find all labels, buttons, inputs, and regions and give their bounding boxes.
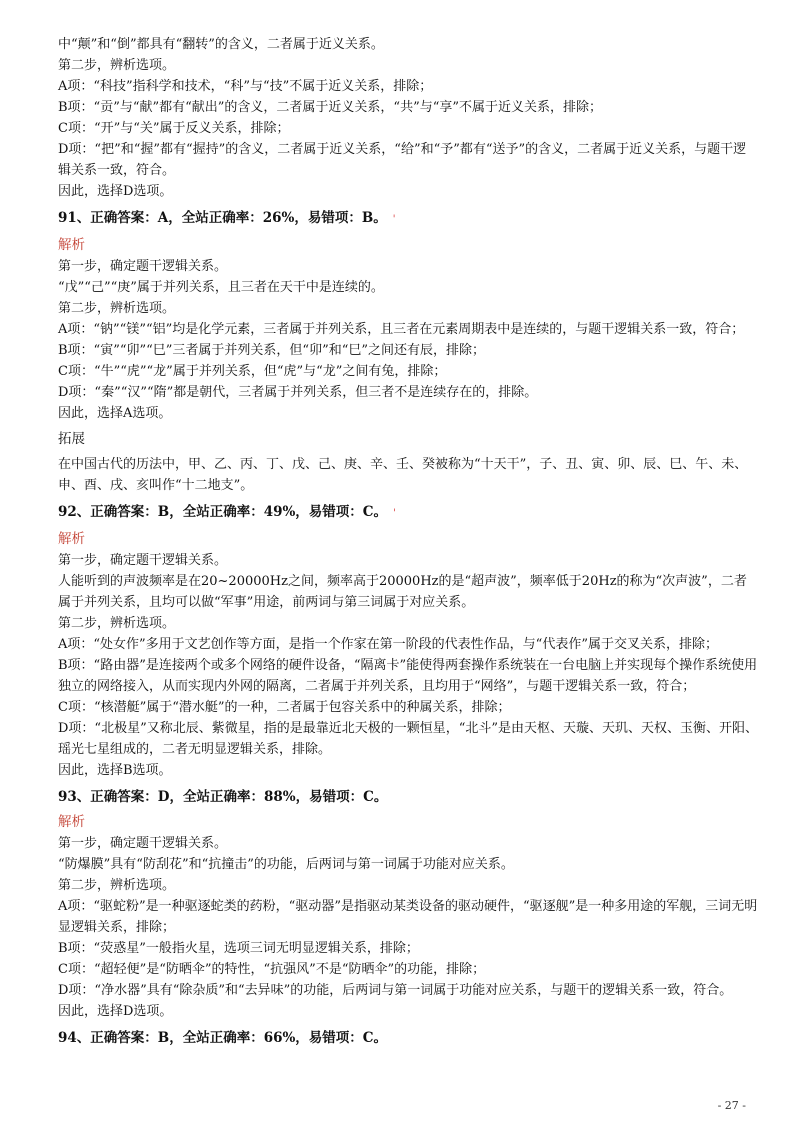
text-line: D项：“秦”“汉”“隋”都是朝代，三者属于并列关系，但三者不是连续存在的，排除。 <box>58 385 538 400</box>
question-header-94: 94、正确答案：B，全站正确率：66%，易错项：C。 <box>58 1030 388 1046</box>
analysis-block-93 <box>58 833 758 1022</box>
text-line: D项：“净水器”具有“除杂质”和“去异味”的功能，后两词与第一词属于功能对应关系，与题干的逻辑关系一致，符合。 <box>58 983 733 998</box>
text-line: 因此，选择A选项。 <box>58 406 172 421</box>
question-header-92: 92、正确答案：B，全站正确率：49%，易错项：C。 ' <box>58 504 396 520</box>
text-line: 因此，选择B选项。 <box>58 763 172 778</box>
text-line: 因此，选择D选项。 <box>58 184 173 199</box>
text-line: 因此，选择D选项。 <box>58 1004 173 1019</box>
red-mark-icon: ' <box>393 508 396 519</box>
text-line: B项：“路由器”是连接两个或多个网络的硬件设备，“隔离卡”能使得两套操作系统装在一台电脑上并实现每个操作系统使用独立的网络接入，从而实现内外网的隔离，二者属于并列关系，且均用于“网络”，与题干逻辑关系一致，符合； <box>58 658 758 694</box>
text-line: 第二步，辨析选项。 <box>58 58 176 73</box>
text-line: D项：“把”和“握”都有“握持”的含义，二者属于近义关系，“给”和“予”都有“送予”的含义，二者属于近义关系，与题干逻辑关系一致，符合。 <box>58 142 747 178</box>
text-line: D项：“北极星”又称北辰、紫微星，指的是最靠近北天极的一颗恒星，“北斗”是由天枢、天璇、天玑、天权、玉衡、开阳、瑶光七星组成的，二者无明显逻辑关系，排除。 <box>58 721 759 757</box>
analysis-label: 解析 <box>58 531 85 547</box>
analysis-label: 解析 <box>58 814 85 830</box>
analysis-block-91 <box>58 256 758 424</box>
text-line: B项：“寅”“卯”“巳”三者属于并列关系，但“卯”和“巳”之间还有辰，排除； <box>58 343 486 358</box>
text-line: B项：“荧惑星”一般指火星，选项三词无明显逻辑关系，排除； <box>58 941 419 956</box>
text-line: B项：“贡”与“献”都有“献出”的含义，二者属于近义关系，“共”与“享”不属于近义关系，排除； <box>58 100 603 115</box>
text-line: C项：“开”与“关”属于反义关系，排除； <box>58 121 290 136</box>
text-line: C项：“超轻便”是“防晒伞”的特性，“抗强风”不是“防晒伞”的功能，排除； <box>58 962 486 977</box>
red-mark-icon: ' <box>392 214 396 225</box>
page-number: - 27 - <box>717 1099 746 1112</box>
text-line: A项：“驱蛇粉”是一种驱逐蛇类的药粉，“驱动器”是指驱动某类设备的驱动硬件，“驱逐舰”是一种多用途的军舰，三词无明显逻辑关系，排除； <box>58 899 758 935</box>
text-line: “防爆膜”具有“防刮花”和“抗撞击”的功能，后两词与第一词属于功能对应关系。 <box>58 857 514 872</box>
text-line: 第二步，辨析选项。 <box>58 301 176 316</box>
text-line: A项：“钠”“镁”“铝”均是化学元素，三者属于并列关系，且三者在元素周期表中是连续的，与题干逻辑关系一致，符合； <box>58 322 745 337</box>
text-line: C项：“牛”“虎”“龙”属于并列关系，但“虎”与“龙”之间有兔，排除； <box>58 364 447 379</box>
text-line: 第一步，确定题干逻辑关系。 <box>58 259 228 274</box>
extension-label: 拓展 <box>58 431 85 447</box>
text-line: 中“颠”和“倒”都具有“翻转”的含义，二者属于近义关系。 <box>58 37 384 52</box>
extension-text: 在中国古代的历法中，甲、乙、丙、丁、戊、己、庚、辛、壬、癸被称为“十天干”，子、丑、寅、卯、辰、巳、午、未、申、酉、戌、亥叫作“十二地支”。 <box>58 457 748 493</box>
text-line: “戊”“己”“庚”属于并列关系，且三者在天干中是连续的。 <box>58 280 384 295</box>
text-line: 第二步，辨析选项。 <box>58 616 176 631</box>
text-line: A项：“处女作”多用于文艺创作等方面，是指一个作家在第一阶段的代表性作品，与“代表作”属于交叉关系，排除； <box>58 637 718 652</box>
document-page <box>58 34 758 1052</box>
question-header-93: 93、正确答案：D，全站正确率：88%，易错项：C。 <box>58 789 388 805</box>
text-line: 第一步，确定题干逻辑关系。 <box>58 553 228 568</box>
text-line: A项：“科技”指科学和技术，“科”与“技”不属于近义关系，排除； <box>58 79 433 94</box>
text-line: 第一步，确定题干逻辑关系。 <box>58 836 228 851</box>
text-line: 人能听到的声波频率是在20~20000Hz之间，频率高于20000Hz的是“超声波”，频率低于20Hz的称为“次声波”，二者属于并列关系，且均可以做“军事”用途，前两词与第三词属于对应关系。 <box>58 574 747 610</box>
text-line: C项：“核潜艇”属于“潜水艇”的一种，二者属于包容关系中的种属关系，排除； <box>58 700 511 715</box>
analysis-label: 解析 <box>58 237 85 253</box>
question-header-91: 91、正确答案：A，全站正确率：26%，易错项：B。 ' <box>58 210 396 226</box>
analysis-block-92 <box>58 550 758 781</box>
text-line: 第二步，辨析选项。 <box>58 878 176 893</box>
answer-block-90-tail <box>58 34 758 202</box>
